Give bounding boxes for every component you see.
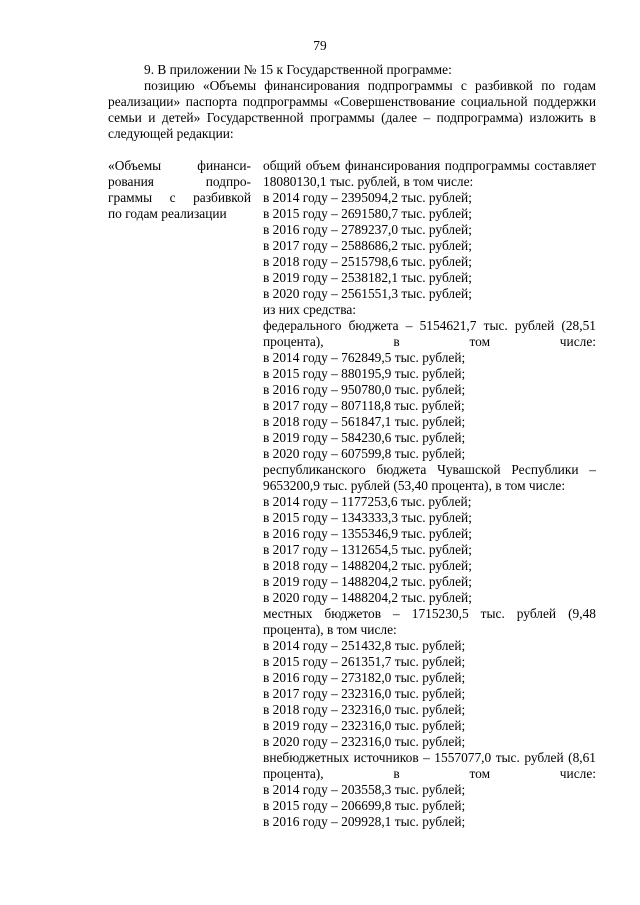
value-line: в 2015 году – 206699,8 тыс. рублей;: [263, 798, 466, 813]
value-line: в 2018 году – 2515798,6 тыс. рублей;: [263, 254, 472, 269]
value-line: в 2014 году – 762849,5 тыс. рублей;: [263, 350, 466, 365]
value-line: в 2019 году – 1488204,2 тыс. рублей;: [263, 574, 472, 589]
label-line: рования подпро-: [108, 174, 251, 189]
label-line: граммы с разбивкой: [108, 190, 251, 205]
value-line: в 2014 году – 251432,8 тыс. рублей;: [263, 638, 466, 653]
passport-field-label: [108, 158, 251, 222]
label-line: по годам реализации: [108, 206, 227, 221]
value-line: в 2016 году – 273182,0 тыс. рублей;: [263, 670, 466, 685]
value-line: федерального бюджета – 5154621,7 тыс. рублей (28,51 процента), в том числе:: [263, 318, 596, 349]
intro-paragraph: 9. В приложении № 15 к Государственной программе:: [144, 62, 452, 77]
value-line: в 2015 году – 880195,9 тыс. рублей;: [263, 366, 466, 381]
value-line: в 2018 году – 1488204,2 тыс. рублей;: [263, 558, 472, 573]
value-line: в 2015 году – 2691580,7 тыс. рублей;: [263, 206, 472, 221]
value-line: общий объем финансирования подпрограммы составляет 18080130,1 тыс. рублей, в том числе:: [263, 158, 596, 189]
value-line: в 2019 году – 2538182,1 тыс. рублей;: [263, 270, 472, 285]
value-line: внебюджетных источников – 1557077,0 тыс. рублей (8,61 процента), в том числе:: [263, 750, 596, 781]
value-line: в 2017 году – 807118,8 тыс. рублей;: [263, 398, 465, 413]
label-line: «Объемы финанси-: [108, 158, 251, 173]
value-line: в 2017 году – 232316,0 тыс. рублей;: [263, 686, 466, 701]
intro-text: [108, 62, 596, 142]
value-line: в 2020 году – 607599,8 тыс. рублей;: [263, 446, 466, 461]
value-line: местных бюджетов – 1715230,5 тыс. рублей (9,48 процента), в том числе:: [263, 606, 596, 637]
passport-field-value: [263, 158, 596, 830]
intro-paragraph: позицию «Объемы финансирования подпрограммы с разбивкой по годам реализации» паспорта подпрограммы «Совершенствование социальной поддержки семьи и детей» Государственной программы (далее – подпрограмма) изложить в следующей редакции:: [108, 78, 596, 141]
value-line: из них средства:: [263, 302, 357, 317]
value-line: в 2014 году – 1177253,6 тыс. рублей;: [263, 494, 472, 509]
value-line: в 2017 году – 1312654,5 тыс. рублей;: [263, 542, 472, 557]
value-line: в 2016 году – 1355346,9 тыс. рублей;: [263, 526, 472, 541]
value-line: в 2019 году – 232316,0 тыс. рублей;: [263, 718, 466, 733]
value-line: республиканского бюджета Чувашской Республики – 9653200,9 тыс. рублей (53,40 процента), в том числе:: [263, 462, 596, 493]
value-line: в 2018 году – 232316,0 тыс. рублей;: [263, 702, 466, 717]
value-line: в 2018 году – 561847,1 тыс. рублей;: [263, 414, 466, 429]
value-line: в 2015 году – 1343333,3 тыс. рублей;: [263, 510, 472, 525]
value-line: в 2014 году – 203558,3 тыс. рублей;: [263, 782, 466, 797]
value-line: в 2016 году – 209928,1 тыс. рублей;: [263, 814, 466, 829]
value-line: в 2014 году – 2395094,2 тыс. рублей;: [263, 190, 472, 205]
value-line: в 2020 году – 2561551,3 тыс. рублей;: [263, 286, 472, 301]
value-line: в 2020 году – 1488204,2 тыс. рублей;: [263, 590, 472, 605]
value-line: в 2016 году – 2789237,0 тыс. рублей;: [263, 222, 472, 237]
value-line: в 2017 году – 2588686,2 тыс. рублей;: [263, 238, 472, 253]
value-line: в 2016 году – 950780,0 тыс. рублей;: [263, 382, 466, 397]
value-line: в 2015 году – 261351,7 тыс. рублей;: [263, 654, 466, 669]
page-number: 79: [313, 38, 327, 53]
value-line: в 2020 году – 232316,0 тыс. рублей;: [263, 734, 466, 749]
value-line: в 2019 году – 584230,6 тыс. рублей;: [263, 430, 466, 445]
